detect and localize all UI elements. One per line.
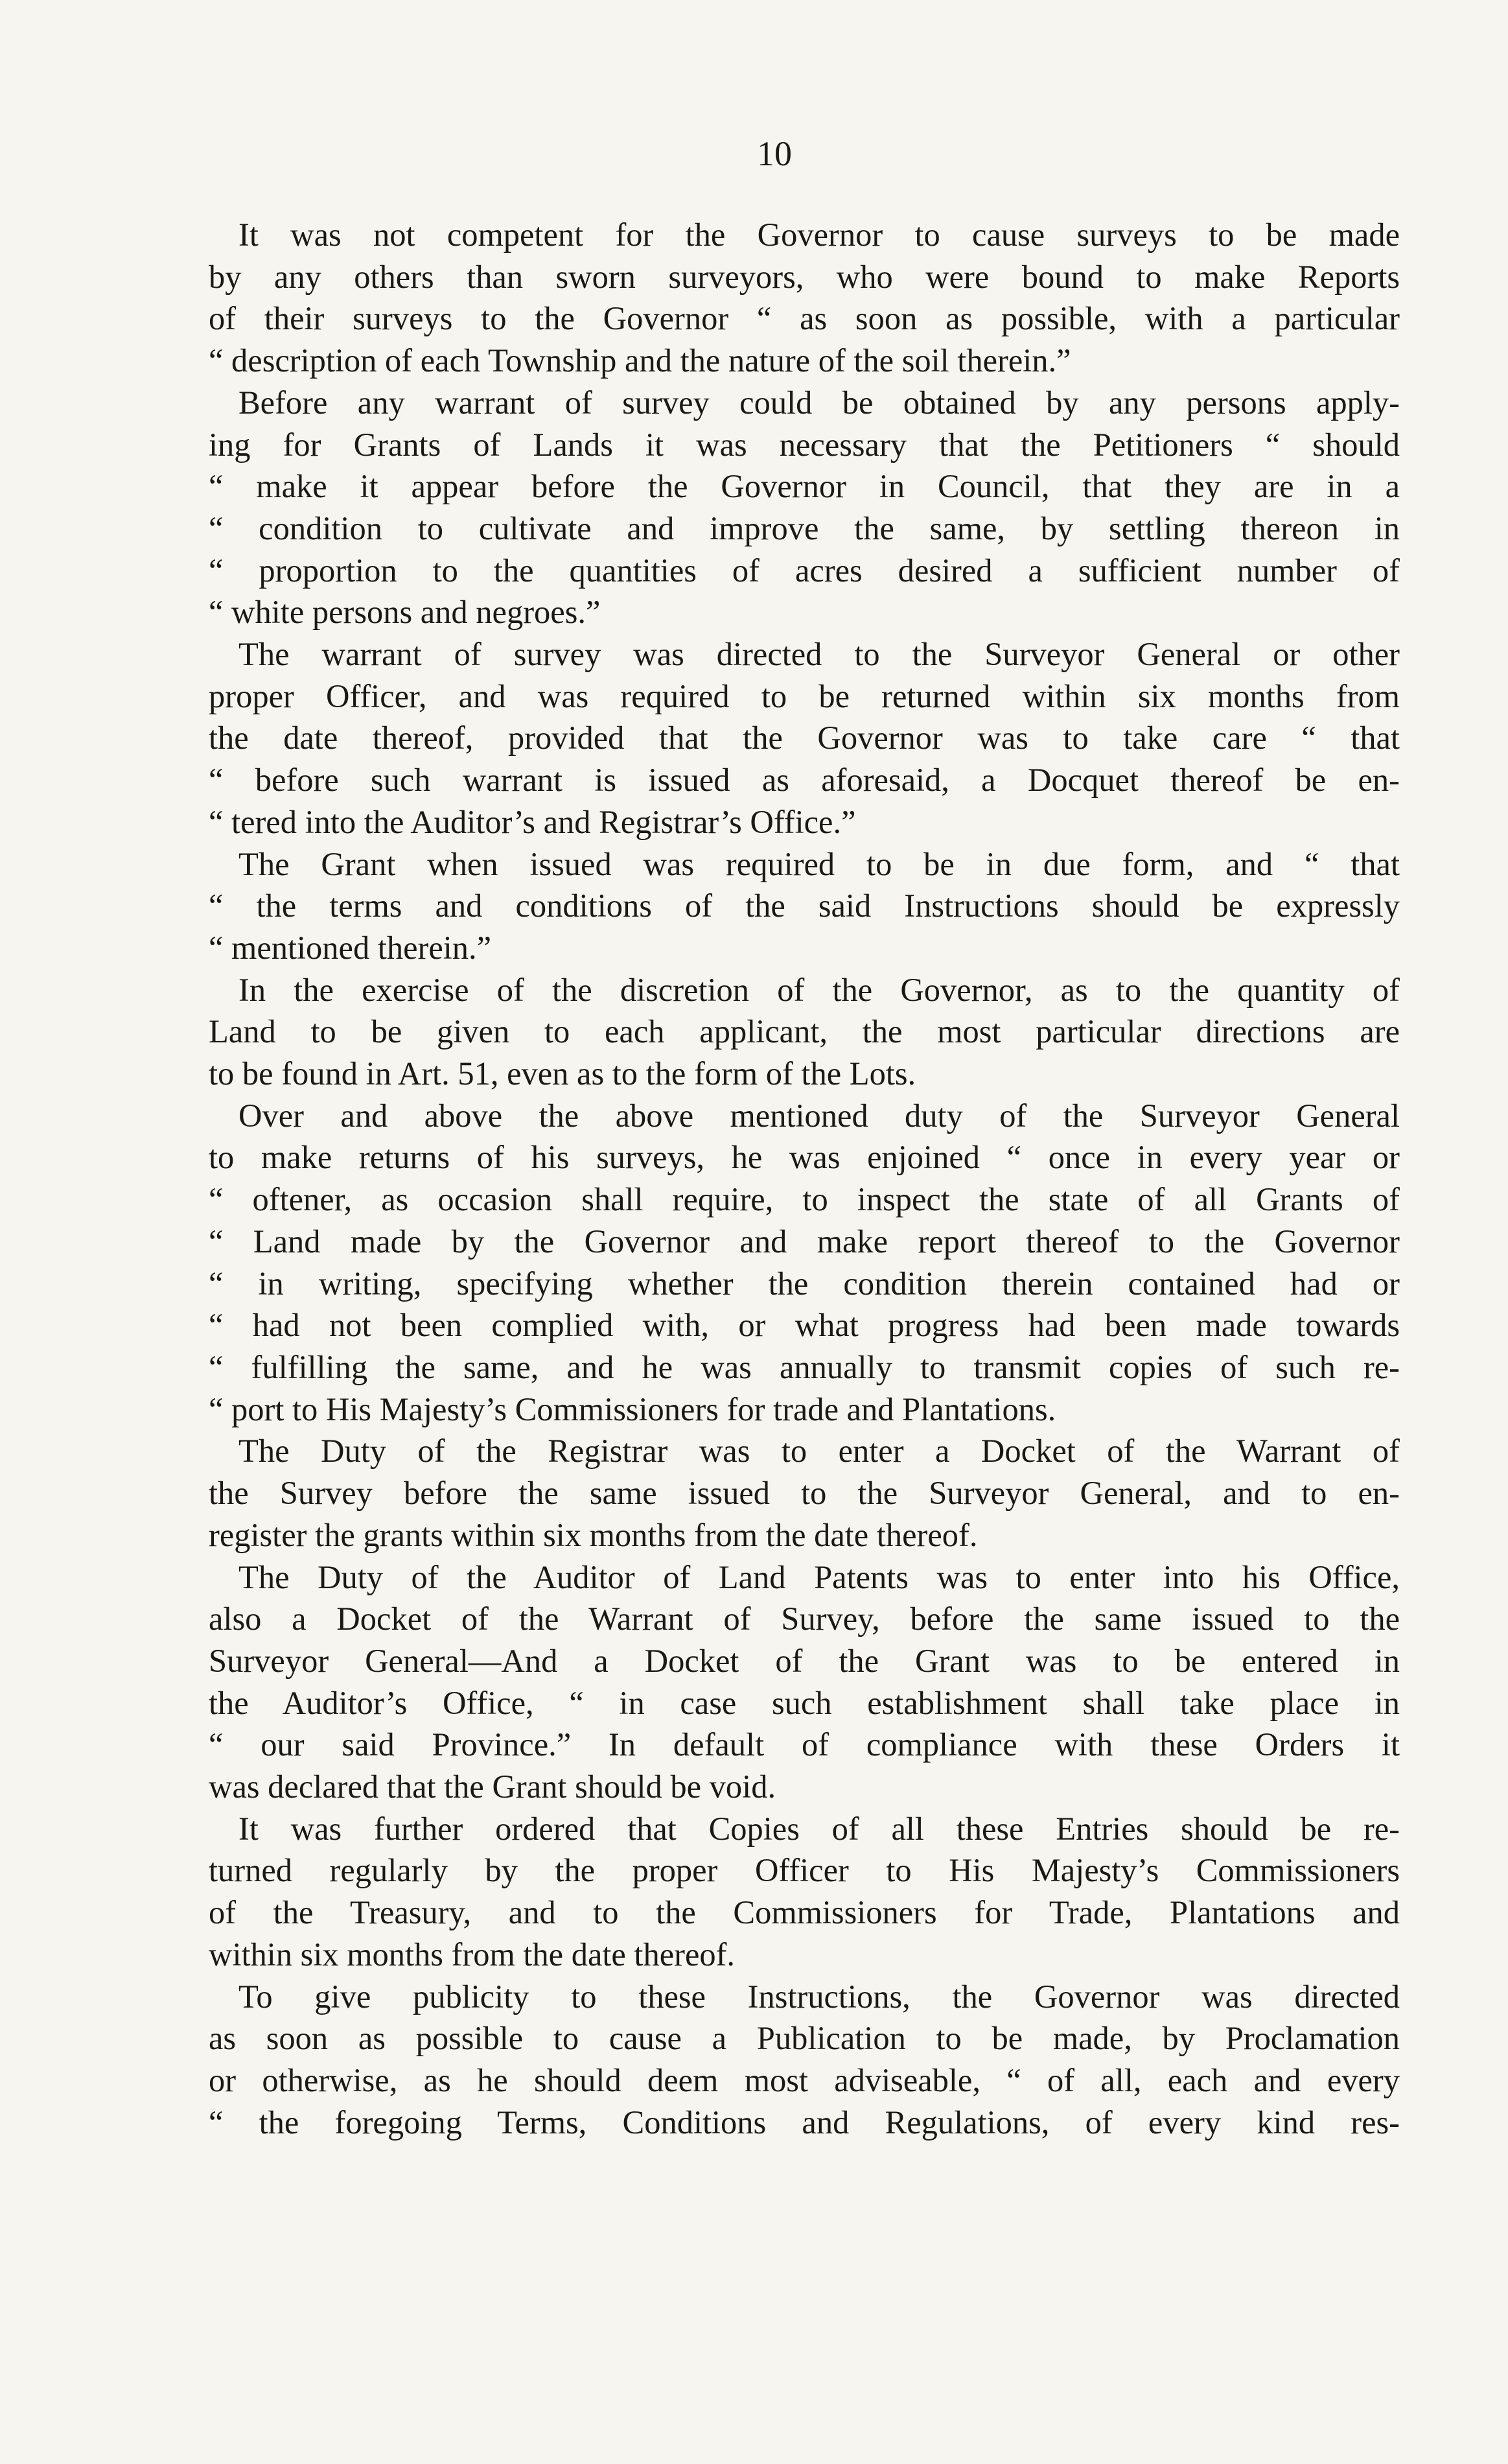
text-line: It was not competent for the Governor to cause surveys to be made [238,217,1400,253]
text-line: Land to be given to each applicant, the most particular directions are [209,1013,1400,1050]
text-line: “ make it appear before the Governor in Council, that they are in a [209,468,1400,505]
text-line: “ had not been complied with, or what progress had been made towards [209,1307,1400,1344]
text-line: “ white persons and negroes.” [209,594,601,631]
text-line: of their surveys to the Governor “ as soon as possible, with a particular [209,300,1400,337]
text-line: “ in writing, specifying whether the condition therein contained had or [209,1265,1400,1302]
text-line: “ Land made by the Governor and make report thereof to the Governor [209,1223,1400,1260]
text-line: was declared that the Grant should be void. [209,1768,776,1805]
text-line: the date thereof, provided that the Governor was to take care “ that [209,720,1400,757]
text-line: by any others than sworn surveyors, who were bound to make Reports [209,258,1400,295]
text-line: To give publicity to these Instructions, the Governor was directed [238,1978,1400,2015]
text-line: or otherwise, as he should deem most adviseable, “ of all, each and every [209,2061,1400,2098]
text-line: Before any warrant of survey could be obtained by any persons apply- [238,384,1400,421]
text-line: within six months from the date thereof. [209,1936,736,1973]
text-line: “ port to His Majesty’s Commissioners for trade and Plantations. [209,1390,1056,1427]
text-line: of the Treasury, and to the Commissioners for Trade, Plantations and [209,1894,1400,1931]
text-line: “ tered into the Auditor’s and Registrar’s Office.” [209,803,856,840]
text-line: the Survey before the same issued to the Surveyor General, and to en- [209,1475,1400,1512]
text-line: to make returns of his surveys, he was enjoined “ once in every year or [209,1139,1400,1176]
text-line: The Grant when issued was required to be in due form, and “ that [238,845,1400,882]
text-line: The warrant of survey was directed to the Surveyor General or other [238,636,1400,673]
text-line: “ condition to cultivate and improve the same, by settling thereon in [209,510,1400,546]
text-line: Over and above the above mentioned duty of the Surveyor General [238,1097,1400,1134]
body-text [209,214,1400,2143]
text-line: “ proportion to the quantities of acres desired a sufficient number of [209,552,1400,589]
text-line: to be found in Art. 51, even as to the form of the Lots. [209,1055,916,1092]
text-line: It was further ordered that Copies of all these Entries should be re- [238,1810,1400,1847]
page-number: 10 [757,134,792,173]
text-line: In the exercise of the discretion of the Governor, as to the quantity of [238,971,1400,1008]
text-line: “ the terms and conditions of the said Instructions should be expressly [209,887,1400,924]
text-line: “ the foregoing Terms, Conditions and Regulations, of every kind res- [209,2104,1400,2141]
text-line: Surveyor General—And a Docket of the Grant was to be entered in [209,1642,1400,1679]
text-line: “ description of each Township and the nature of the soil therein.” [209,342,1071,379]
text-line: the Auditor’s Office, “ in case such establishment shall take place in [209,1684,1400,1721]
text-line: “ oftener, as occasion shall require, to inspect the state of all Grants of [209,1181,1400,1218]
text-line: turned regularly by the proper Officer to His Majesty’s Commissioners [209,1852,1400,1889]
text-line: as soon as possible to cause a Publication to be made, by Proclamation [209,2020,1400,2057]
text-line: proper Officer, and was required to be returned within six months from [209,677,1400,714]
text-line: “ before such warrant is issued as aforesaid, a Docquet thereof be en- [209,762,1400,799]
text-line: also a Docket of the Warrant of Survey, before the same issued to the [209,1601,1400,1637]
text-line: register the grants within six months from the date thereof. [209,1516,978,1553]
text-line: “ mentioned therein.” [209,929,492,966]
text-line: “ our said Province.” In default of compliance with these Orders it [209,1726,1400,1763]
text-line: The Duty of the Registrar was to enter a Docket of the Warrant of [238,1433,1400,1470]
text-line: “ fulfilling the same, and he was annually to transmit copies of such re- [209,1348,1400,1385]
text-line: The Duty of the Auditor of Land Patents was to enter into his Office, [238,1558,1400,1595]
text-line: ing for Grants of Lands it was necessary that the Petitioners “ should [209,426,1400,463]
